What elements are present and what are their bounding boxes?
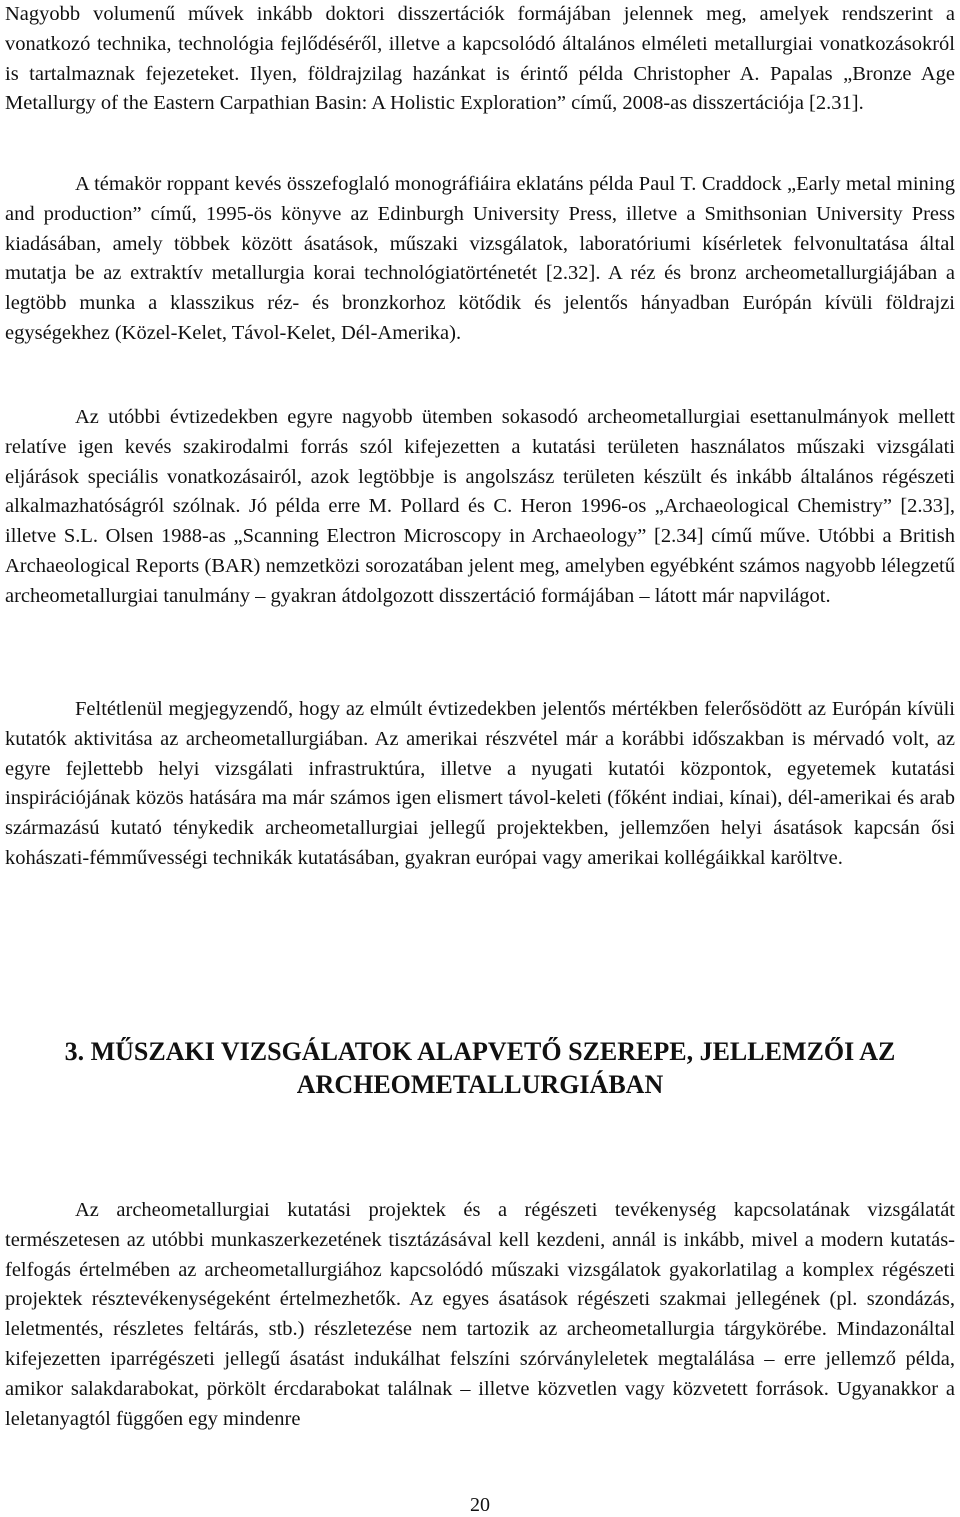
paragraph-research-projects: Az archeometallurgiai kutatási projektek és a régészeti tevékenység kapcsolatának vizsgálatát természetesen az utóbbi munkaszerkezetének tisztázásával kell kezdeni, annál is inkább, mivel a modern kutatás-felfogás értelmében az archeometallurgiához kapcsolódó műszaki vizsgálatok gyakorlatilag a komplex régészeti projektek résztevékenységeként értelmezhetők. Az egyes ásatások régészeti szakmai jellegének (pl. szondázás, leletmentés, részletes feltárás, stb.) részletezése nem tartozik az archeometallurgia tárgykörébe. Mindazonáltal kifejezetten iparrégészeti jellegű ásatást indukálhat felszíni szórványleletek megtalálása – erre jellemző példa, amikor salakdarabokat, pörkölt ércdarabokat találnak – illetve közvetlen vagy közvetett források. Ugyanakkor a leletanyagtól függően egy mindenre <box>5 1199 955 1430</box>
page-number: 20 <box>470 1494 490 1516</box>
paragraph-non-european-research: Feltétlenül megjegyzendő, hogy az elmúlt évtizedekben jelentős mértékben felerősödött az Európán kívüli kutatók aktivitása az archeometallurgiában. Az amerikai részvétel már a korábbi időszakban is mérvadó volt, az egyre fejlettebb helyi vizsgálati infrastruktúra, illetve a nyugati kutatói központok, egyetemek kutatási inspirációjának közös hatására ma már számos igen elismert távol-keleti (főként indiai, kínai), dél-amerikai és arab származású kutató ténykedik archeometallurgiai jellegű projektekben, jellemzően helyi ásatások kapcsán ősi kohászati-fémművességi technikák kutatásában, gyakran európai vagy amerikai kollégáikkal karöltve. <box>5 698 955 869</box>
paragraph-dissertations: Nagyobb volumenű művek inkább doktori disszertációk formájában jelennek meg, amelyek rendszerint a vonatkozó technika, technológia fejlődéséről, illetve a kapcsolódó általános elméleti metallurgiai vonatkozásokról is tartalmaznak fejezeteket. Ilyen, földrajzilag hazánkat is érintő példa Christopher A. Papalas „Bronze Age Metallurgy of the Eastern Carpathian Basin: A Holistic Exploration” című, 2008-as disszertációja [2.31]. <box>5 3 955 115</box>
paragraph-case-studies: Az utóbbi évtizedekben egyre nagyobb ütemben sokasodó archeometallurgiai esettanulmányok mellett relatíve igen kevés szakirodalmi forrás szól kifejezetten a kutatási területen használatos műszaki vizsgálati eljárások speciális vonatkozásairól, azok legtöbbje is angolszász területen készült és inkább általános régészeti alkalmazhatóságról szólnak. Jó példa erre M. Pollard és C. Heron 1996-os „Archaeological Chemistry” [2.33], illetve S.L. Olsen 1988-as „Scanning Electron Microscopy in Archaeology” [2.34] című műve. Utóbbi a British Archaeological Reports (BAR) nemzetközi sorozatában jelent meg, amelyben egyébként számos nagyobb lélegzetű archeometallurgiai tanulmány – gyakran átdolgozott disszertáció formájában – látott már napvilágot. <box>5 406 955 607</box>
paragraph-monographs: A témakör roppant kevés összefoglaló monográfiáira eklatáns példa Paul T. Craddock „Early metal mining and production” című, 1995-ös könyve az Edinburgh University Press, illetve a Smithsonian University Press kiadásában, amely többek között ásatások, műszaki vizsgálatok, laboratóriumi kísérletek felvonultatása által mutatja be az extraktív metallurgia korai technológiatörténetét [2.32]. A réz és bronz archeometallurgiájában a legtöbb munka a klasszikus réz- és bronzkorhoz kötődik és jelentős hányadban Európán kívüli földrajzi egységekhez (Közel-Kelet, Távol-Kelet, Dél-Amerika). <box>5 173 955 344</box>
section-heading-line-2: ARCHEOMETALLURGIÁBAN <box>296 1070 664 1099</box>
section-heading <box>5 1035 955 1101</box>
section-heading-line-1: 3. MŰSZAKI VIZSGÁLATOK ALAPVETŐ SZEREPE, JELLEMZŐI AZ <box>64 1037 896 1066</box>
